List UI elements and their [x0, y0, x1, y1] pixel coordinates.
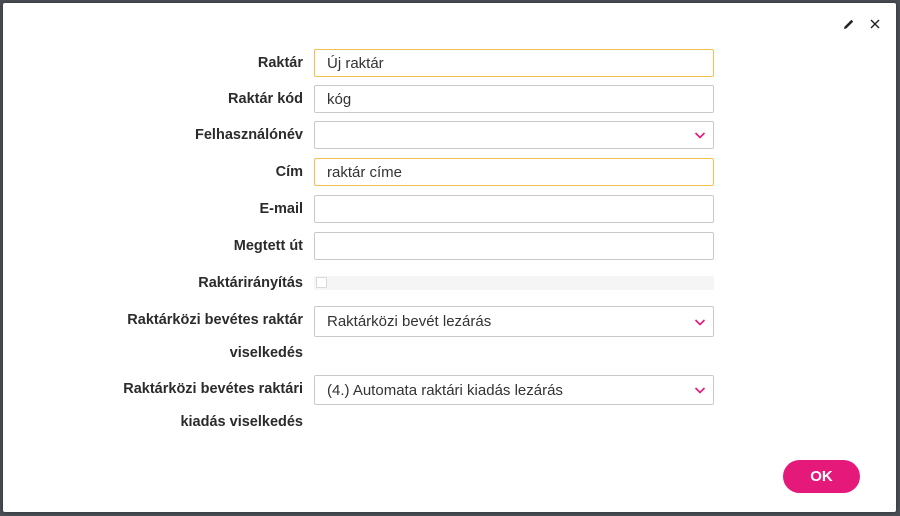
close-icon[interactable] — [868, 17, 882, 31]
issue-behavior-select[interactable] — [314, 375, 714, 405]
issue-behavior-label-line2: kiadás viselkedés — [180, 414, 303, 430]
intake-behavior-value: Raktárközi bevét lezárás — [327, 313, 492, 330]
address-value: raktár címe — [327, 163, 403, 181]
ok-button[interactable]: OK — [783, 460, 860, 493]
intake-behavior-label-line2: viselkedés — [229, 345, 303, 361]
chevron-down-icon — [694, 129, 706, 141]
distance-input[interactable] — [314, 232, 714, 260]
warehouse-value: Új raktár — [327, 54, 384, 72]
warehouse-label: Raktár — [257, 55, 303, 71]
email-input[interactable] — [314, 195, 714, 223]
intake-behavior-label-line1: Raktárközi bevétes raktár — [127, 312, 303, 328]
email-label: E-mail — [259, 201, 303, 217]
intake-behavior-select[interactable] — [314, 306, 714, 337]
warehouse-control-bar — [314, 276, 714, 290]
address-label: Cím — [275, 164, 303, 180]
username-label: Felhasználónév — [195, 127, 303, 143]
pencil-icon[interactable] — [842, 17, 856, 31]
address-input[interactable] — [314, 158, 714, 186]
chevron-down-icon — [694, 384, 706, 396]
username-select[interactable] — [314, 121, 714, 149]
warehouse-code-value: kóg — [327, 90, 352, 108]
warehouse-input[interactable] — [314, 49, 714, 77]
distance-label: Megtett út — [233, 238, 303, 254]
warehouse-control-checkbox[interactable] — [316, 277, 327, 288]
issue-behavior-label-line1: Raktárközi bevétes raktári — [123, 381, 303, 397]
warehouse-control-label: Raktárirányítás — [198, 275, 303, 291]
dialog-actions — [842, 17, 882, 31]
chevron-down-icon — [694, 316, 706, 328]
warehouse-code-label: Raktár kód — [228, 91, 303, 107]
warehouse-code-input[interactable] — [314, 85, 714, 113]
issue-behavior-value: (4.) Automata raktári kiadás lezárás — [327, 381, 563, 399]
warehouse-dialog — [3, 3, 896, 512]
